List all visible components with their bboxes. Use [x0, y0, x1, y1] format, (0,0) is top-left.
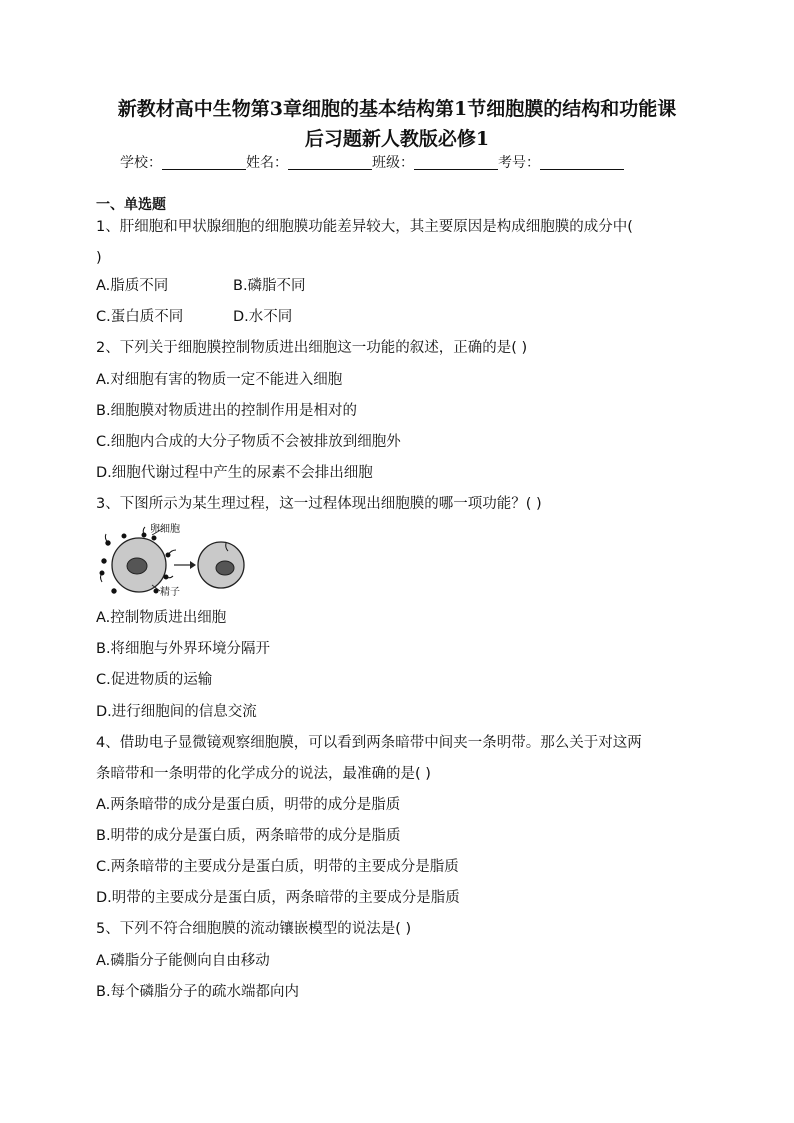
q5-option-b: B.每个磷脂分子的疏水端都向内 [96, 984, 300, 1000]
sperm-label: 精子 [160, 587, 180, 598]
title-line-2: 后习题新人教版必修1 [304, 128, 490, 150]
q2-option-b: B.细胞膜对物质进出的控制作用是相对的 [96, 403, 358, 419]
q1-stem-line-1: 1、肝细胞和甲状腺细胞的细胞膜功能差异较大，其主要原因是构成细胞膜的成分中( [96, 219, 633, 235]
q2-option-d: D.细胞代谢过程中产生的尿素不会排出细胞 [96, 465, 373, 481]
school-label: 学校： [120, 155, 162, 171]
q4-option-a: A.两条暗带的成分是蛋白质，明带的成分是脂质 [96, 797, 401, 813]
q3-stem: 3、下图所示为某生理过程，这一过程体现出细胞膜的哪一项功能？( ) [96, 496, 542, 512]
q4-option-b: B.明带的成分是蛋白质，两条暗带的成分是脂质 [96, 828, 401, 844]
q3-option-d: D.进行细胞间的信息交流 [96, 704, 257, 720]
q1-stem-line-2: ) [96, 250, 102, 266]
fertilized-nucleus [216, 561, 234, 575]
student-info-row [120, 152, 624, 174]
q3-option-b: B.将细胞与外界环境分隔开 [96, 641, 271, 657]
q1-option-b: B.磷脂不同 [233, 278, 306, 294]
name-label: 姓名： [246, 155, 288, 171]
class-label: 班级： [372, 155, 414, 171]
egg-label: 卵细胞 [150, 524, 180, 535]
fertilization-figure [94, 521, 254, 599]
section-heading: 一、单选题 [96, 197, 166, 213]
q1-option-c: C.蛋白质不同 [96, 309, 184, 325]
q1-option-a: A.脂质不同 [96, 278, 169, 294]
q4-stem-line-2: 条暗带和一条明带的化学成分的说法，最准确的是( ) [96, 766, 431, 782]
q2-option-a: A.对细胞有害的物质一定不能进入细胞 [96, 372, 343, 388]
school-blank[interactable] [162, 155, 246, 170]
exam-number-label: 考号： [498, 155, 540, 171]
q4-option-c: C.两条暗带的主要成分是蛋白质，明带的主要成分是脂质 [96, 859, 459, 875]
exam-number-blank[interactable] [540, 155, 624, 170]
class-blank[interactable] [414, 155, 498, 170]
q5-stem: 5、下列不符合细胞膜的流动镶嵌模型的说法是( ) [96, 921, 412, 937]
q3-option-c: C.促进物质的运输 [96, 672, 213, 688]
q2-option-c: C.细胞内合成的大分子物质不会被排放到细胞外 [96, 434, 401, 450]
q5-option-a: A.磷脂分子能侧向自由移动 [96, 953, 270, 969]
egg-nucleus [127, 558, 147, 574]
q1-option-d: D.水不同 [233, 309, 293, 325]
name-blank[interactable] [288, 155, 372, 170]
q2-stem: 2、下列关于细胞膜控制物质进出细胞这一功能的叙述，正确的是( ) [96, 340, 528, 356]
q3-option-a: A.控制物质进出细胞 [96, 610, 227, 626]
q4-stem-line-1: 4、借助电子显微镜观察细胞膜，可以看到两条暗带中间夹一条明带。那么关于对这两 [96, 735, 642, 751]
q4-option-d: D.明带的主要成分是蛋白质，两条暗带的主要成分是脂质 [96, 890, 460, 906]
title-line-1: 新教材高中生物第3章细胞的基本结构第1节细胞膜的结构和功能课 [117, 98, 677, 120]
